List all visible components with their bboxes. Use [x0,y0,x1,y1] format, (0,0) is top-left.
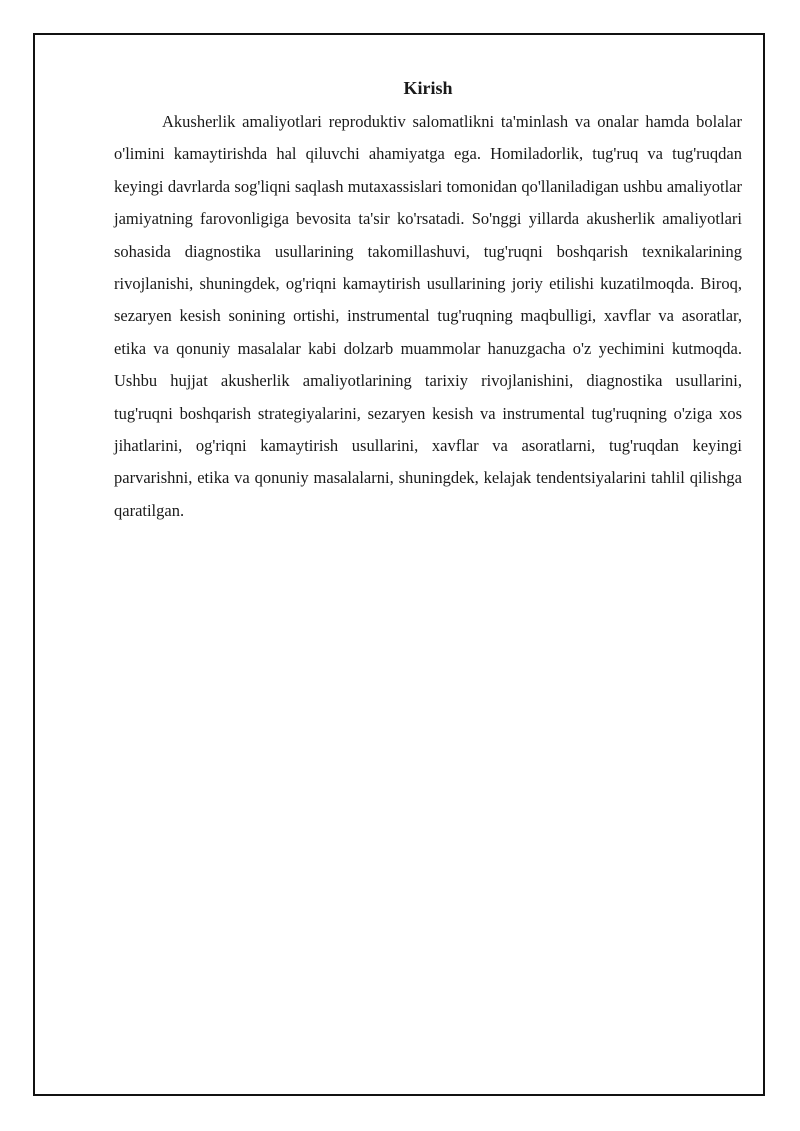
document-title: Kirish [403,78,453,98]
introduction-paragraph: Akusherlik amaliyotlari reproduktiv salomatlikni ta'minlash va onalar hamda bolalar o'limini kamaytirishda hal qiluvchi ahamiyatga ega. Homiladorlik, tug'ruq va tug'ruqdan keyingi davrlarda sog'liqni saqlash mutaxassislari tomonidan qo'llaniladigan ushbu amaliyotlar jamiyatning farovonligiga bevosita ta'sir ko'rsatadi. So'nggi yillarda akusherlik amaliyotlari sohasida diagnostika usullarining takomillashuvi, tug'ruqni boshqarish texnikalarining rivojlanishi, shuningdek, og'riqni kamaytirish usullarining joriy etilishi kuzatilmoqda. Biroq, sezaryen kesish sonining ortishi, instrumental tug'ruqning maqbulligi, xavflar va asoratlar, etika va qonuniy masalalar kabi dolzarb muammolar hanuzgacha o'z yechimini kutmoqda. Ushbu hujjat akusherlik amaliyotlarining tarixiy rivojlanishini, diagnostika usullarini, tug'ruqni boshqarish strategiyalarini, sezaryen kesish va instrumental tug'ruqning o'ziga xos jihatlarini, og'riqni kamaytirish usullarini, xavflar va asoratlarni, tug'ruqdan keyingi parvarishni, etika va qonuniy masalalarni, shuningdek, kelajak tendentsiyalarini tahlil qilishga qaratilgan. [114,112,742,520]
document-body [114,74,742,527]
